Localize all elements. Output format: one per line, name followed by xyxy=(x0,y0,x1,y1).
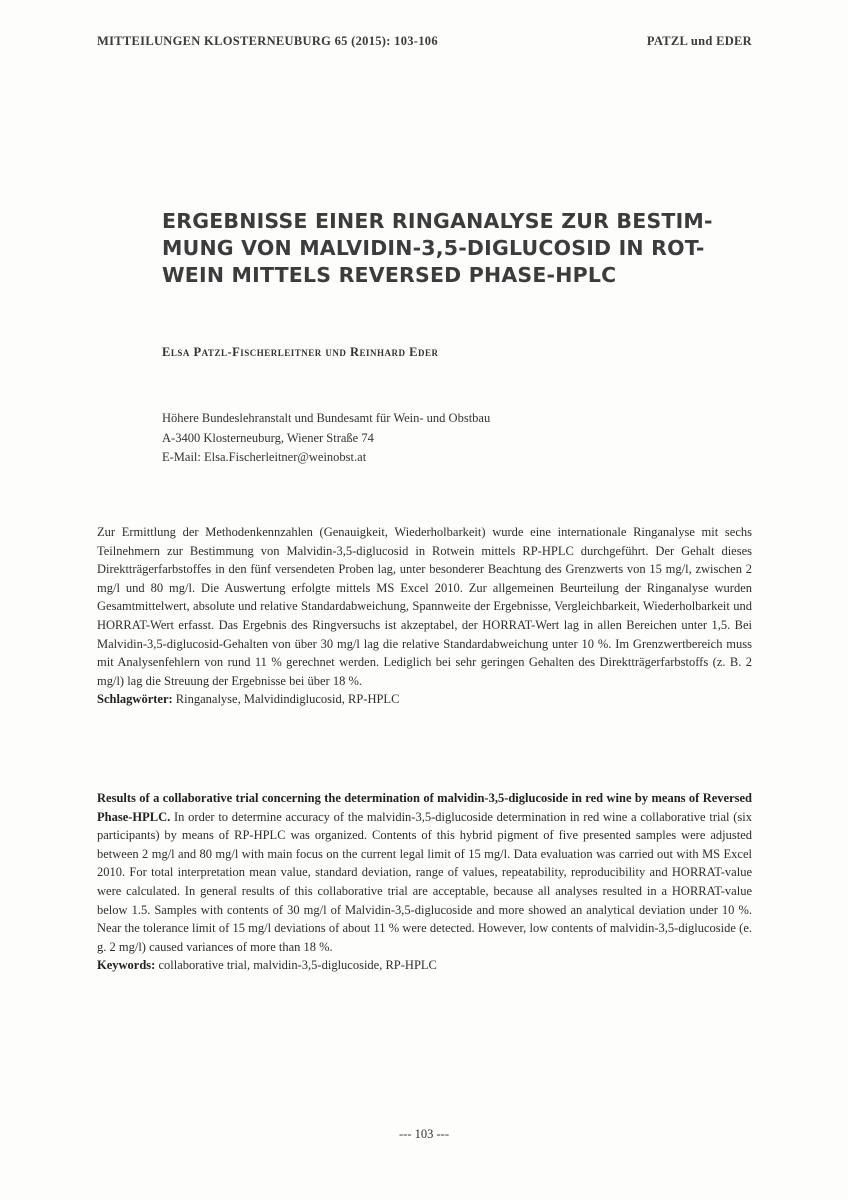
author-list: Elsa Patzl-Fischerleitner und Reinhard Eder xyxy=(162,345,439,359)
keywords-list: Ringanalyse, Malvidindiglucosid, RP-HPLC xyxy=(172,692,400,707)
keywords-list: collaborative trial, malvidin-3,5-diglucoside, RP-HPLC xyxy=(155,958,437,973)
keywords-label: Keywords: xyxy=(97,958,156,973)
title-line: MUNG VON MALVIDIN-3,5-DIGLUCOSID IN ROT- xyxy=(162,236,705,260)
abstract-english-text: In order to determine accuracy of the malvidin-3,5-diglucoside determination in red wine a collaborative trial (six participants) by means of RP-HPLC was organized. Contents of this hybrid pigment of five presented samples were adjusted between 2 mg/l and 80 mg/l with main focus on the current legal limit of 15 mg/l. Data evaluation was carried out with MS Excel 2010. For total interpretation mean value, standard deviation, range of values, repeatability, reproducibility and HORRAT-value were calculated. In general results of this collaborative trial are acceptable, because all analyses resulted in a HORRAT-value below 1.5. Samples with contents of 30 mg/l of Malvidin-3,5-diglucoside and more showed an analytical deviation under 10 %. Near the tolerance limit of 15 mg/l deviations of about 11 % were detected. However, low contents of malvidin-3,5-diglucoside (e. g. 2 mg/l) caused variances of more than 18 %. xyxy=(97,809,752,954)
title-line: ERGEBNISSE EINER RINGANALYSE ZUR BESTIM- xyxy=(162,209,713,233)
paper-title xyxy=(162,208,752,289)
address: A-3400 Klosterneuburg, Wiener Straße 74 xyxy=(162,430,374,445)
keywords-english xyxy=(97,956,752,975)
abstract-english xyxy=(97,789,752,975)
page-number: --- 103 --- xyxy=(399,1127,449,1141)
abstract-english-body xyxy=(97,789,752,956)
title-line: WEIN MITTELS REVERSED PHASE-HPLC xyxy=(162,263,617,287)
journal-citation: MITTEILUNGEN KLOSTERNEUBURG 65 (2015): 103-106 xyxy=(97,34,438,48)
running-head xyxy=(97,34,752,49)
running-head-authors: PATZL und EDER xyxy=(646,34,752,48)
affiliation-block xyxy=(162,409,490,468)
abstract-german xyxy=(97,523,752,709)
abstract-german-text: Zur Ermittlung der Methodenkennzahlen (Genauigkeit, Wiederholbarkeit) wurde eine internationale Ringanalyse mit sechs Teilnehmern zur Bestimmung von Malvidin-3,5-diglucosid in Rotwein mittels RP-HPLC durchgeführt. Der Gehalt dieses Direktträgerfarbstoffes in den fünf versendeten Proben lag, unter besonderer Beachtung des Grenzwerts von 15 mg/l, zwischen 2 mg/l und 80 mg/l. Die Auswertung erfolgte mittels MS Excel 2010. Zur allgemeinen Beurteilung der Ringanalyse wurden Gesamtmittelwert, absolute und relative Standardabweichung, Spannweite der Ergebnisse, Vergleichbarkeit, Wiederholbarkeit und HORRAT-Wert erfasst. Das Ergebnis des Ringversuchs ist akzeptabel, der HORRAT-Wert lag in allen Bereichen unter 1,5. Bei Malvidin-3,5-diglucosid-Gehalten von über 30 mg/l lag die relative Standardabweichung unter 10 %. Im Grenzwertbereich muss mit Analysenfehlern von rund 11 % gerechnet werden. Lediglich bei sehr geringen Gehalten des Direktträgerfarbstoffs (z. B. 2 mg/l) lag die Streuung der Ergebnisse bei über 18 %. xyxy=(97,525,752,688)
institution: Höhere Bundeslehranstalt und Bundesamt für Wein- und Obstbau xyxy=(162,411,491,425)
email: E-Mail: Elsa.Fischerleitner@weinobst.at xyxy=(162,450,367,464)
abstract-english-title: Results of a collaborative trial concerning the determination of malvidin-3,5-diglucoside in red wine by means of Reversed Phase-HPLC. xyxy=(97,791,752,824)
keywords-german xyxy=(97,690,752,709)
keywords-label: Schlagwörter: xyxy=(97,692,173,707)
